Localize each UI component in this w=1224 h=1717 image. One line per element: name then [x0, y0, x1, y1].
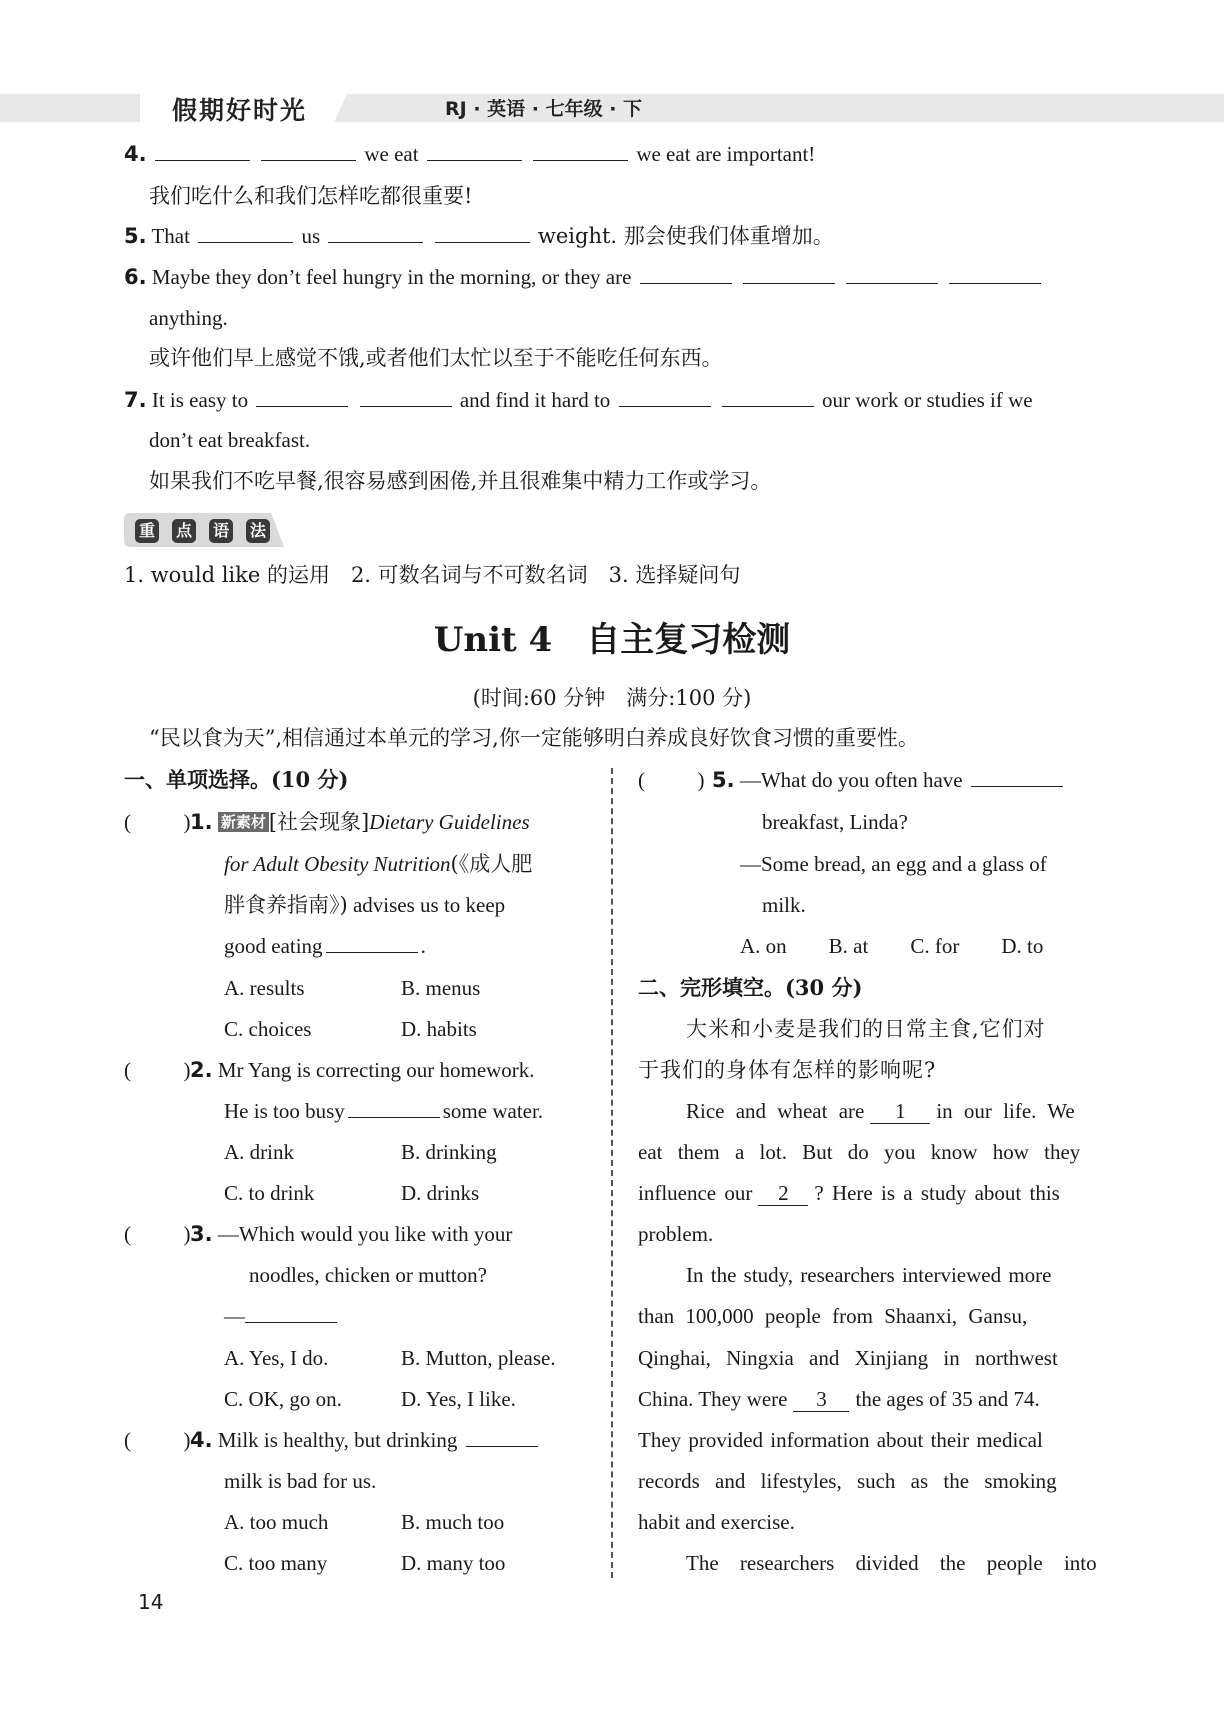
passage-line: They provided information about their medical [638, 1428, 1043, 1452]
passage-text: in our life. We [936, 1099, 1075, 1123]
passage-line: habit and exercise. [638, 1510, 795, 1534]
sentence-4 [124, 140, 815, 168]
answer-blank [949, 263, 1041, 284]
sentence-text: and find it hard to [459, 388, 611, 412]
passage-line: In the study, researchers interviewed more [686, 1263, 1052, 1287]
answer-blank [619, 386, 711, 407]
question-text: —What do you often have [739, 768, 963, 792]
option: A. too much [224, 1510, 329, 1534]
option: D. Yes, I like. [401, 1387, 516, 1411]
answer-paren: ( ) [124, 1222, 191, 1246]
answer-blank [640, 263, 732, 284]
q3-line3 [224, 1302, 340, 1330]
q1-line3 [224, 891, 505, 919]
section2-intro-2: 于我们的身体有怎样的影响呢? [638, 1058, 937, 1082]
answer-blank [846, 263, 938, 284]
answer-blank [261, 140, 356, 161]
answer-paren: ( ) [124, 810, 191, 834]
sentence-7 [124, 386, 1033, 414]
answer-paren: ( ) [124, 1058, 191, 1082]
item-number: 7. [124, 388, 147, 412]
answer-blank [533, 140, 628, 161]
question-number: 4. [190, 1428, 213, 1452]
question-text: Dietary Guidelines [369, 810, 530, 834]
answer-blank [466, 1426, 538, 1447]
q2-line1 [190, 1056, 535, 1084]
cloze-blank: 2 [758, 1181, 808, 1206]
tag-char: 法 [246, 519, 270, 543]
item-number: 5. [124, 224, 147, 248]
sentence-text: That [151, 224, 190, 248]
sentence-4-translation: 我们吃什么和我们怎样吃都很重要! [149, 184, 473, 208]
question-text: [社会现象] [268, 810, 370, 834]
question-text: 胖食养指南》) [224, 893, 348, 917]
answer-paren: ( ) [124, 1428, 191, 1452]
answer-paren: ( ) [638, 768, 705, 792]
answer-blank [722, 386, 814, 407]
passage-line [638, 1179, 1060, 1207]
passage-line: than 100,000 people from Shaanxi, Gansu, [638, 1304, 1028, 1328]
answer-blank [435, 222, 530, 243]
q4-line1 [190, 1426, 541, 1454]
section1-heading: 一、单项选择。(10 分) [124, 767, 349, 792]
option: B. menus [401, 976, 481, 1000]
header-subtitle: RJ · 英语 · 七年级 · 下 [445, 98, 643, 120]
question-text: . [420, 934, 426, 958]
cloze-blank: 3 [793, 1387, 849, 1412]
tag-char: 语 [209, 519, 233, 543]
q4-line2: milk is bad for us. [224, 1469, 377, 1493]
answer-blank [328, 222, 423, 243]
passage-line: problem. [638, 1222, 714, 1246]
q1-line2 [224, 850, 532, 878]
sentence-text: It is easy to [151, 388, 249, 412]
header-title: 假期好时光 [172, 96, 308, 125]
answer-blank [971, 766, 1063, 787]
column-divider [611, 768, 613, 1578]
sentence-text: weight. 那会使我们体重增加。 [537, 224, 834, 248]
passage-line [638, 1385, 1040, 1413]
question-text: Milk is healthy, but drinking [217, 1428, 458, 1452]
tag-char: 重 [135, 519, 159, 543]
sentence-text: we eat [364, 142, 419, 166]
sentence-text: we eat are important! [636, 142, 816, 166]
option: D. drinks [401, 1181, 480, 1205]
page-number: 14 [138, 1590, 164, 1614]
unit-intro: “民以食为天”,相信通过本单元的学习,你一定能够明白养成良好饮食习惯的重要性。 [149, 726, 919, 750]
question-text: advises us to keep [352, 893, 506, 917]
passage-line [686, 1097, 1075, 1125]
section2-intro-1: 大米和小麦是我们的日常主食,它们对 [686, 1017, 1046, 1041]
sentence-7-translation: 如果我们不吃早餐,很容易感到困倦,并且很难集中精力工作或学习。 [149, 469, 772, 493]
option: D. habits [401, 1017, 477, 1041]
new-material-tag: 新素材 [218, 812, 269, 832]
passage-text: China. They were [638, 1387, 788, 1411]
question-text: (《成人肥 [450, 852, 533, 876]
passage-line: eat them a lot. But do you know how they [638, 1140, 1081, 1164]
item-number: 6. [124, 265, 147, 289]
section2-heading: 二、完形填空。(30 分) [638, 975, 863, 1000]
sentence-7-cont: don’t eat breakfast. [149, 428, 311, 452]
tag-char: 点 [172, 519, 196, 543]
answer-blank [360, 386, 452, 407]
sentence-text: us [301, 224, 321, 248]
option: C. OK, go on. [224, 1387, 342, 1411]
question-number: 2. [190, 1058, 213, 1082]
cloze-blank: 1 [870, 1099, 930, 1124]
sentence-5 [124, 222, 834, 250]
passage-line: records and lifestyles, such as the smoking [638, 1469, 1057, 1493]
answer-blank [256, 386, 348, 407]
item-number: 4. [124, 142, 147, 166]
option: B. Mutton, please. [401, 1346, 556, 1370]
passage-line: Qinghai, Ningxia and Xinjiang in northwest [638, 1346, 1058, 1370]
passage-line: The researchers divided the people into [686, 1551, 1097, 1575]
question-number: 1. [190, 810, 213, 834]
question-text: good eating [224, 934, 323, 958]
answer-blank [743, 263, 835, 284]
grammar-points: 1. would like 的运用 2. 可数名词与不可数名词 3. 选择疑问句 [124, 563, 741, 587]
option: A. drink [224, 1140, 294, 1164]
question-text: some water. [442, 1099, 544, 1123]
q5-options: A. on B. at C. for D. to [740, 934, 1044, 958]
passage-text: influence our [638, 1181, 753, 1205]
option: A. results [224, 976, 305, 1000]
option: B. drinking [401, 1140, 497, 1164]
q2-line2 [224, 1097, 543, 1125]
answer-blank [155, 140, 250, 161]
time-info: (时间:60 分钟 满分:100 分) [472, 686, 752, 710]
option: C. to drink [224, 1181, 315, 1205]
q1-line4 [224, 932, 426, 960]
sentence-6-translation: 或许他们早上感觉不饿,或者他们太忙以至于不能吃任何东西。 [149, 346, 723, 370]
q3-line1 [190, 1220, 512, 1248]
question-text: — [224, 1304, 245, 1328]
sentence-text: our work or studies if we [822, 388, 1033, 412]
option: B. much too [401, 1510, 505, 1534]
answer-blank [427, 140, 522, 161]
option: D. many too [401, 1551, 506, 1575]
answer-blank [245, 1302, 337, 1323]
question-text: —Which would you like with your [217, 1222, 513, 1246]
q5-line3: —Some bread, an egg and a glass of [740, 852, 1047, 876]
q5-line4: milk. [762, 893, 806, 917]
question-number: 3. [190, 1222, 213, 1246]
question-text: He is too busy [224, 1099, 345, 1123]
option: A. Yes, I do. [224, 1346, 329, 1370]
q3-line2: noodles, chicken or mutton? [249, 1263, 487, 1287]
sentence-6-cont: anything. [149, 306, 228, 330]
answer-blank [348, 1097, 440, 1118]
q1-line1 [190, 808, 530, 836]
option: C. choices [224, 1017, 312, 1041]
unit-title: Unit 4 自主复习检测 [433, 620, 791, 660]
passage-text: ? Here is a study about this [814, 1181, 1060, 1205]
answer-blank [326, 932, 418, 953]
option: C. too many [224, 1551, 328, 1575]
question-text: for Adult Obesity Nutrition [224, 852, 451, 876]
answer-blank [198, 222, 293, 243]
q5-line1 [712, 766, 1066, 794]
sentence-text: Maybe they don’t feel hungry in the morning, or they are [151, 265, 632, 289]
passage-text: the ages of 35 and 74. [855, 1387, 1040, 1411]
q5-line2: breakfast, Linda? [762, 810, 908, 834]
question-text: Mr Yang is correcting our homework. [217, 1058, 535, 1082]
sentence-6 [124, 263, 1044, 291]
question-number: 5. [712, 768, 735, 792]
passage-text: Rice and wheat are [686, 1099, 865, 1123]
